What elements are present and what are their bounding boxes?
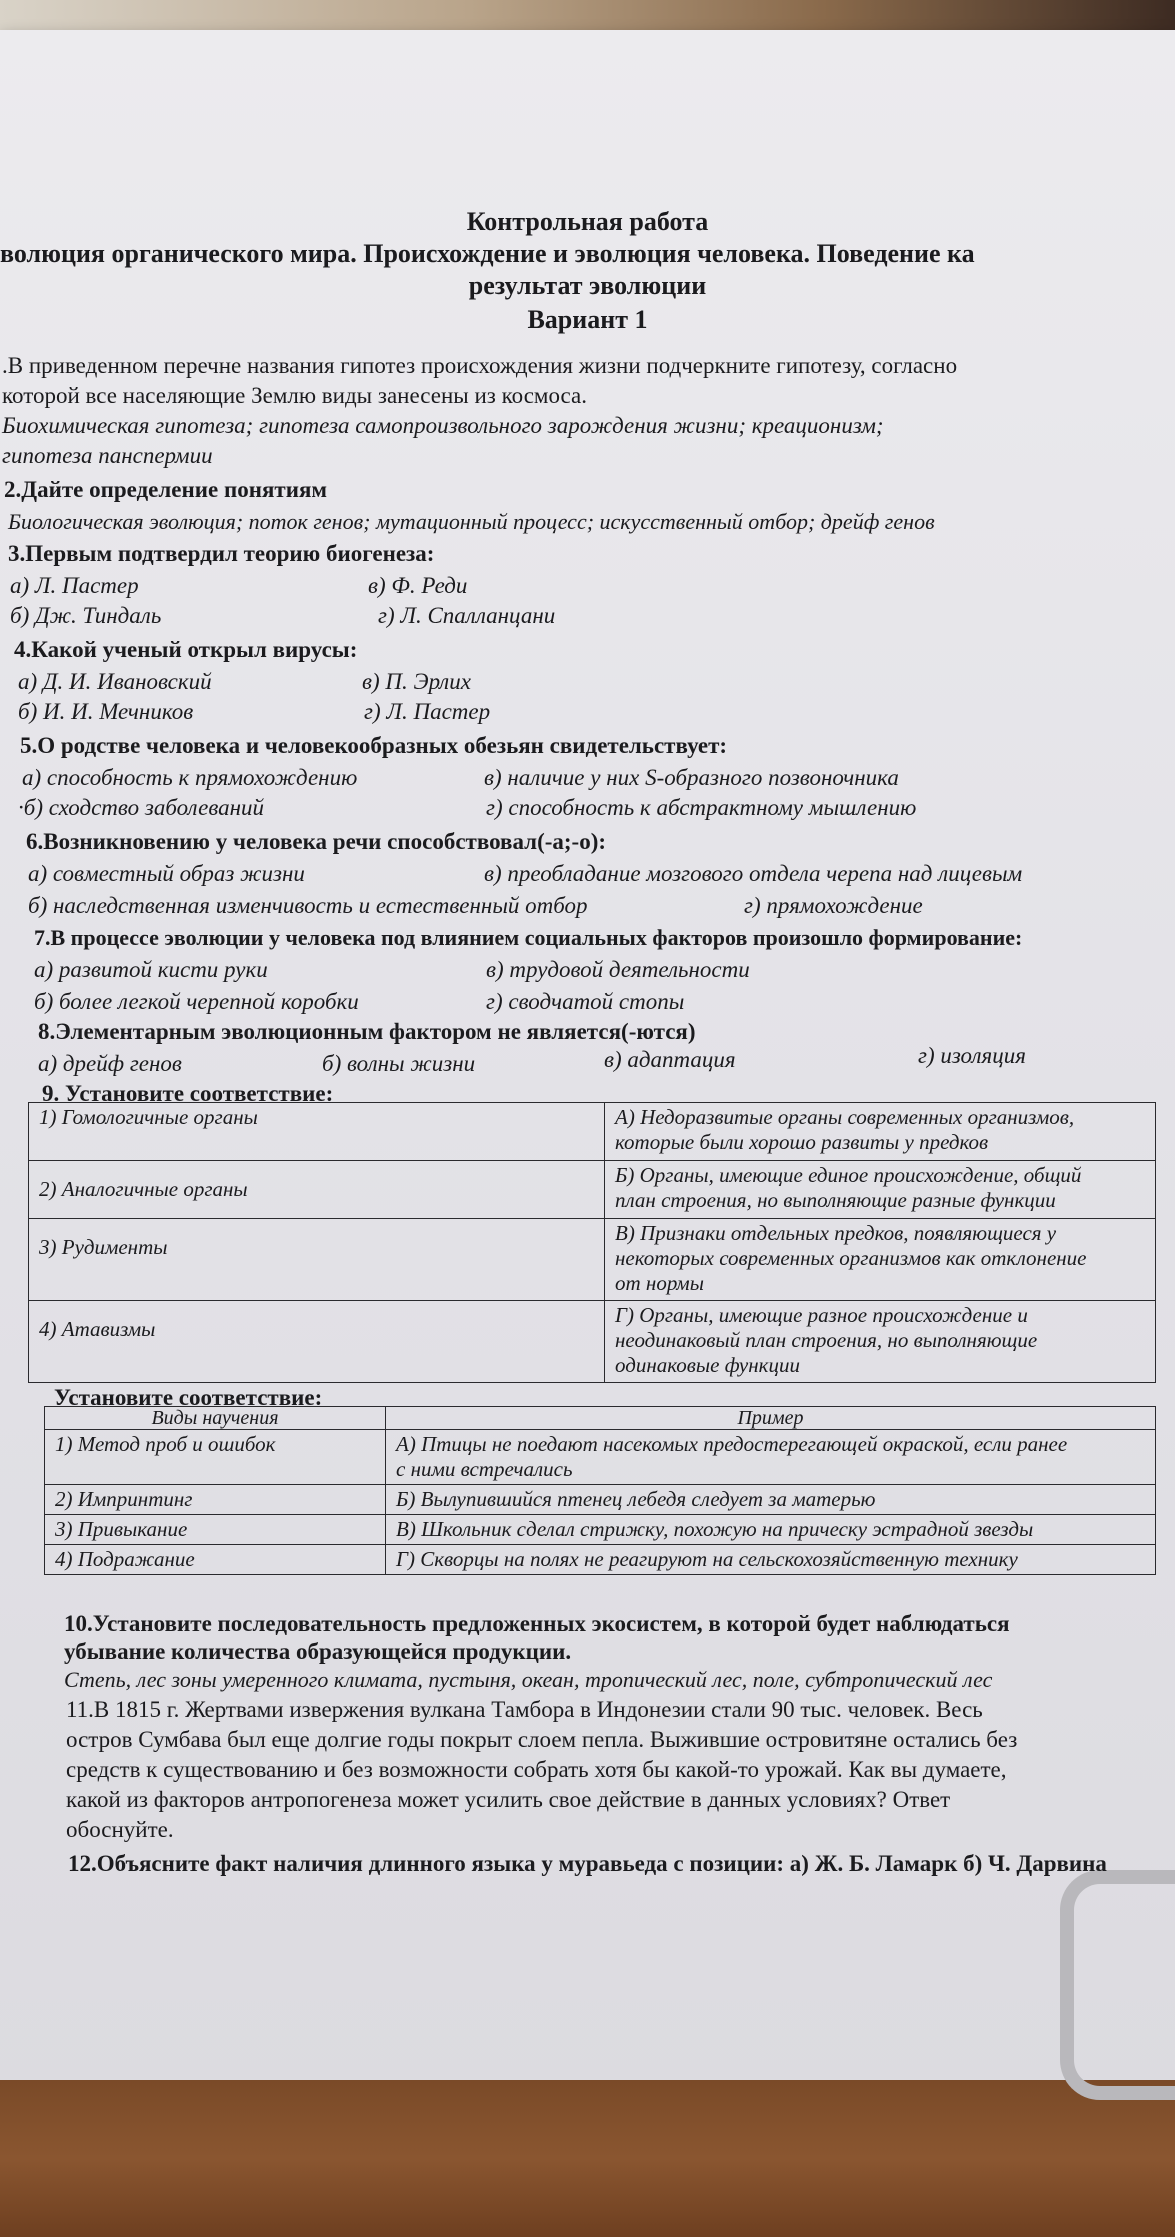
cell-line: от нормы xyxy=(615,1271,704,1295)
q9-heading: 9. Установите соответствие: xyxy=(42,1081,334,1106)
q9b-heading: Установите соответствие: xyxy=(54,1385,323,1410)
q6-option-v: в) преобладание мозгового отдела черепа над лицевым xyxy=(484,861,1023,886)
cell-line: В) Признаки отдельных предков, появляющиеся у xyxy=(615,1221,1057,1245)
table-header-row xyxy=(45,1407,1156,1430)
q9b-left-cell: 3) Привыкание xyxy=(45,1515,386,1545)
table-row xyxy=(29,1103,1156,1161)
q7-option-b: б) более легкой черепной коробки xyxy=(34,989,359,1014)
q4-option-a: а) Д. И. Ивановский xyxy=(18,669,212,694)
q11-text-5: обоснуйте. xyxy=(66,1817,174,1842)
doc-subtitle: волюция органического мира. Происхождение и эволюция человека. Поведение ка xyxy=(0,239,975,268)
q9-right-cell xyxy=(605,1219,1156,1301)
cell-line: план строения, но выполняющие разные функции xyxy=(615,1188,1056,1212)
table-row xyxy=(29,1219,1156,1301)
q9-match-table xyxy=(28,1102,1156,1383)
q10-ecosystems: Степь, лес зоны умеренного климата, пустыня, океан, тропический лес, поле, субтропический лес xyxy=(64,1667,993,1692)
q10-heading: 10.Установите последовательность предложенных экосистем, в которой будет наблюдаться xyxy=(64,1611,1010,1636)
q9-right-cell xyxy=(605,1301,1156,1383)
q9-right-cell xyxy=(605,1103,1156,1161)
q9b-left-cell: 2) Импринтинг xyxy=(45,1485,386,1515)
q5-heading: 5.О родстве человека и человекообразных обезьян свидетельствует: xyxy=(20,733,728,758)
q6-option-g: г) прямохождение xyxy=(744,893,923,918)
variant-label: Вариант 1 xyxy=(527,305,648,334)
q7-heading: 7.В процессе эволюции у человека под влиянием социальных факторов произошло формирование: xyxy=(34,925,1023,950)
table-row xyxy=(45,1485,1156,1515)
cell-line: А) Птицы не поедают насекомых предостерегающей окраской, если ранее xyxy=(396,1432,1068,1456)
q9-right-cell xyxy=(605,1161,1156,1219)
cell-line: Г) Органы, имеющие разное происхождение и xyxy=(615,1303,1028,1327)
q6-option-a: а) совместный образ жизни xyxy=(28,861,305,886)
q1-text: .В приведенном перечне названия гипотез происхождения жизни подчеркните гипотезу, согласно xyxy=(2,353,958,378)
q9b-right-cell: Г) Скворцы на полях не реагируют на сельскохозяйственную технику xyxy=(386,1545,1156,1575)
q9-left-cell: 1) Гомологичные органы xyxy=(29,1103,605,1161)
q3-option-g: г) Л. Спалланцани xyxy=(378,603,556,628)
q4-heading: 4.Какой ученый открыл вирусы: xyxy=(14,637,358,662)
column-header: Виды научения xyxy=(45,1407,386,1430)
cell-line: которые были хорошо развиты у предков xyxy=(615,1130,989,1154)
table-row xyxy=(29,1301,1156,1383)
q8-option-g: г) изоляция xyxy=(918,1043,1026,1068)
doc-subtitle-2: результат эволюции xyxy=(468,271,707,300)
q7-option-g: г) сводчатой стопы xyxy=(486,989,685,1014)
q8-option-a: а) дрейф генов xyxy=(38,1051,182,1076)
q4-option-v: в) П. Эрлих xyxy=(362,669,471,694)
cell-line: А) Недоразвитые органы современных организмов, xyxy=(615,1105,1075,1129)
q9b-right-cell: В) Школьник сделал стрижку, похожую на прическу эстрадной звезды xyxy=(386,1515,1156,1545)
q2-terms: Биологическая эволюция; поток генов; мутационный процесс; искусственный отбор; дрейф генов xyxy=(8,509,935,534)
q8-option-b: б) волны жизни xyxy=(322,1051,476,1076)
cell-line: одинаковые функции xyxy=(615,1353,800,1377)
q6-option-b: б) наследственная изменчивость и естественный отбор xyxy=(28,893,588,918)
table-row xyxy=(45,1515,1156,1545)
cell-line: с ними встречались xyxy=(396,1457,573,1481)
q12-text: 12.Объясните факт наличия длинного языка у муравьеда с позиции: а) Ж. Б. Ламарк б) Ч. Дарвина xyxy=(68,1851,1107,1876)
q9-left-cell: 3) Рудименты xyxy=(29,1219,605,1301)
binder-clip xyxy=(1060,1870,1175,2100)
q4-option-b: б) И. И. Мечников xyxy=(18,699,194,724)
table-surface xyxy=(0,2080,1175,2237)
cell-line: неодинаковый план строения, но выполняющие xyxy=(615,1328,1038,1352)
q11-text-4: какой из факторов антропогенеза может усилить свое действие в данных условиях? Ответ xyxy=(66,1787,951,1812)
q8-option-v: в) адаптация xyxy=(604,1047,736,1072)
table-row xyxy=(45,1430,1156,1485)
q3-option-b: б) Дж. Тиндаль xyxy=(10,603,162,628)
q9b-left-cell: 4) Подражание xyxy=(45,1545,386,1575)
q3-option-v: в) Ф. Реди xyxy=(368,573,468,598)
q9b-right-cell: Б) Вылупившийся птенец лебедя следует за матерью xyxy=(386,1485,1156,1515)
q9-left-cell: 4) Атавизмы xyxy=(29,1301,605,1383)
q7-option-a: а) развитой кисти руки xyxy=(34,957,268,982)
q11-text-3: средств к существованию и без возможности собрать хотя бы какой-то урожай. Как вы думаете, xyxy=(66,1757,1007,1782)
q6-heading: 6.Возникновению у человека речи способствовал(-а;-о): xyxy=(26,829,607,854)
q9b-right-cell xyxy=(386,1430,1156,1485)
q5-option-a: а) способность к прямохождению xyxy=(22,765,358,790)
q10-heading-2: убывание количества образующейся продукции. xyxy=(64,1639,572,1664)
q4-option-g: г) Л. Пастер xyxy=(364,699,491,724)
cell-line: Б) Органы, имеющие единое происхождение, общий xyxy=(615,1163,1082,1187)
q1-options: Биохимическая гипотеза; гипотеза самопроизвольного зарождения жизни; креационизм; xyxy=(2,413,884,438)
q9b-match-table xyxy=(44,1406,1156,1575)
q5-option-b: ·б) сходство заболеваний xyxy=(18,795,265,820)
q11-text-2: остров Сумбава был еще долгие годы покрыт слоем пепла. Выжившие островитяне остались без xyxy=(66,1727,1018,1752)
q11-text: 11.В 1815 г. Жертвами извержения вулкана Тамбора в Индонезии стали 90 тыс. человек. Весь xyxy=(66,1697,983,1722)
table-row xyxy=(29,1161,1156,1219)
q9b-left-cell: 1) Метод проб и ошибок xyxy=(45,1430,386,1485)
q8-heading: 8.Элементарным эволюционным фактором не является(-ются) xyxy=(38,1019,696,1044)
cell-line: некоторых современных организмов как отклонение xyxy=(615,1246,1087,1270)
q9-left-cell: 2) Аналогичные органы xyxy=(29,1161,605,1219)
q3-option-a: а) Л. Пастер xyxy=(10,573,139,598)
q5-option-g: г) способность к абстрактному мышлению xyxy=(486,795,917,820)
q5-option-v: в) наличие у них S-образного позвоночника xyxy=(484,765,899,790)
column-header: Пример xyxy=(386,1407,1156,1430)
q1-text-2: которой все населяющие Землю виды занесены из космоса. xyxy=(2,383,587,408)
q7-option-v: в) трудовой деятельности xyxy=(486,957,750,982)
q1-options-2: гипотеза панспермии xyxy=(2,443,213,468)
q3-heading: 3.Первым подтвердил теорию биогенеза: xyxy=(8,541,435,566)
q2-heading: 2.Дайте определение понятиям xyxy=(4,477,328,502)
doc-title: Контрольная работа xyxy=(466,207,709,236)
table-row xyxy=(45,1545,1156,1575)
